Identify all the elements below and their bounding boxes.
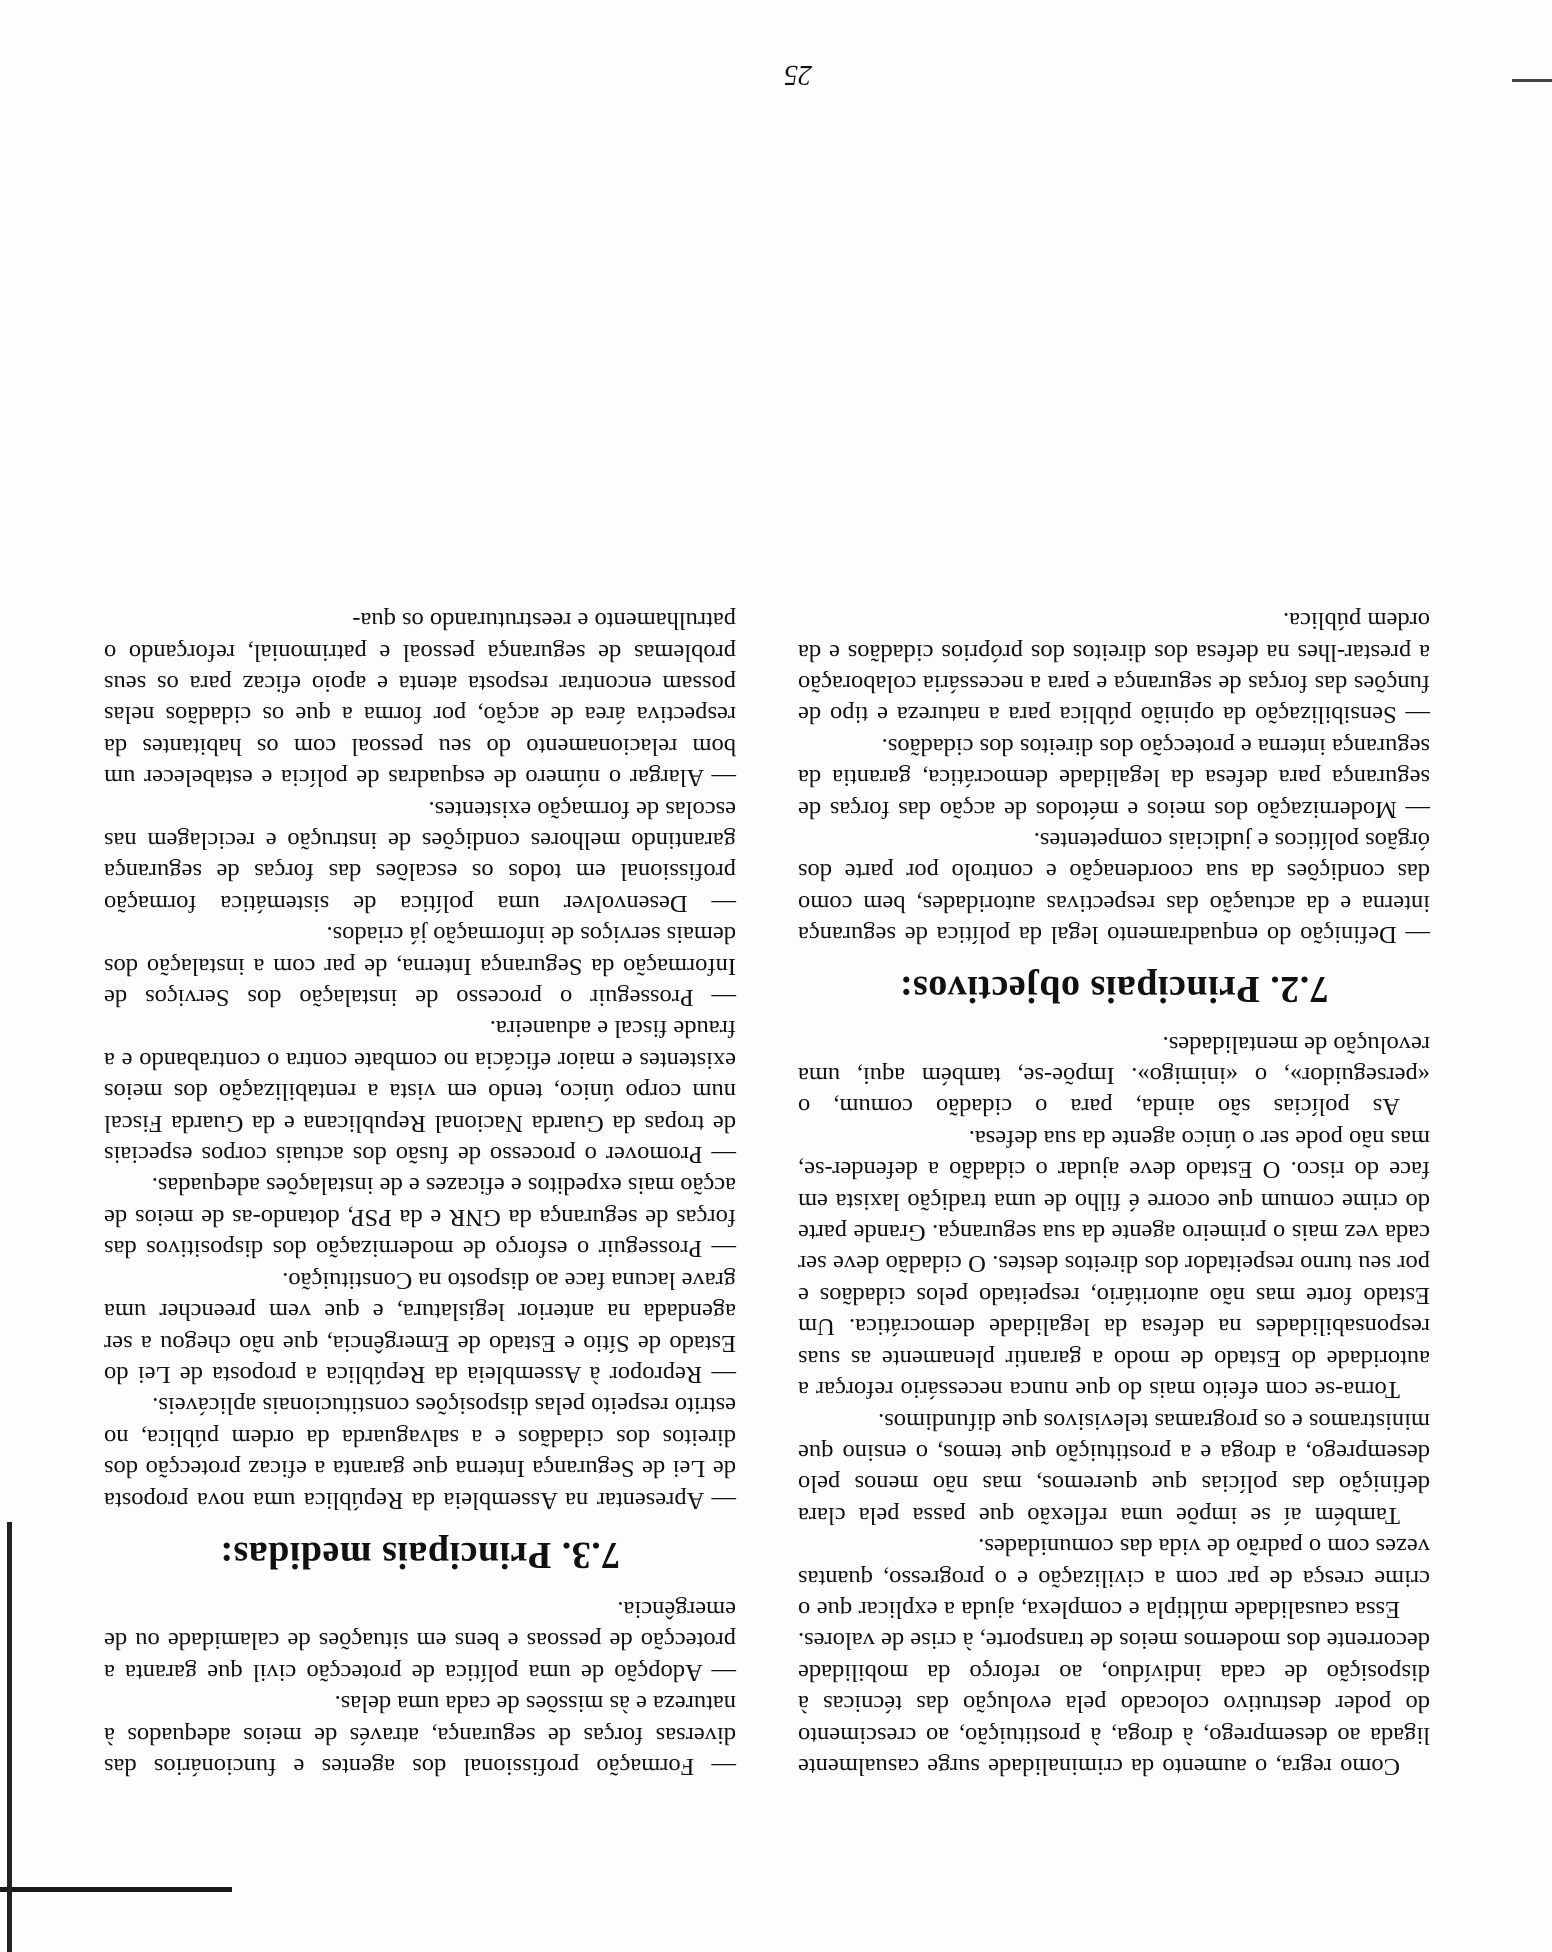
paragraph: — Definição do enquadramento legal da política de segurança interna e da actuação das respectivas autoridades, bem como das condições da sua coordenação e controlo por parte dos órgãos políticos e judiciais competentes. xyxy=(798,827,1430,949)
paragraph: Também aí se impõe uma reflexão que passa pela clara definição das polícias que queremos, mas não menos pelo desemprego, a droga e a prostituição que temos, o ensino que ministramos e os programas televisivos que difundimos. xyxy=(798,1407,1430,1529)
paragraph: — Repropor à Assembleia da República a proposta de Lei do Estado de Sítio e Estado de Emergência, que não chegou a ser agendada na anterior legislatura, e que vem preencher uma grave lacuna face ao disposto na Constituição. xyxy=(104,1266,736,1388)
left-column xyxy=(798,605,1430,1782)
paragraph: Como regra, o aumento da criminalidade surge casualmente ligada ao desemprego, à droga, à prostituição, ao crescimento do poder destrutivo colocado pela evolução das técnicas à disposição de cada indivíduo, ao reforço da mobilidade decorrente dos modernos meios de transporte, à crise de valores. xyxy=(797,1627,1430,1780)
paragraph: — Prosseguir o esforço de modernização dos dispositivos das forças de segurança da GNR e da PSP, dotando-as de meios de acção mais expeditos e eficazes e de instalações adequadas. xyxy=(104,1172,736,1263)
paragraph: — Alargar o número de esquadras de polícia e estabelecer um bom relacionamento do seu pessoal com os habitantes da respectiva área de acção, por forma a que os cidadãos nelas possam encontrar resposta atenta e apoio eficaz para os seus problemas de segurança pessoal e patrimonial, reforçando o patrulhamento e reestruturando os qua- xyxy=(104,607,736,792)
section-heading: 7.2. Principais objectivos: xyxy=(899,968,1329,1011)
page-number: 25 xyxy=(784,59,812,90)
scan-border-top xyxy=(0,1887,232,1952)
paragraph: As polícias são ainda, para o cidadão comum, o «perseguidor», o «inimigo». Impõe-se, também aqui, uma revolução de mentalidades. xyxy=(798,1030,1430,1121)
paragraph: — Desenvolver uma política de sistemática formação profissional em todos os escalões das forças de segurança garantindo melhores condições de instrução e reciclagem nas escolas de formação existentes. xyxy=(104,795,736,917)
scan-border-edge xyxy=(7,1522,12,1952)
paragraph: Torna-se com efeito mais do que nunca necessário reforçar a autoridade do Estado de modo a garantir plenamente as suas responsabilidades na defesa da legalidade democrática. Um Estado forte mas não autoritário, respeitado pelos cidadãos e por seu turno respeitador dos direitos destes. O cidadão deve ser cada vez mais o primeiro agente da sua segurança. Grande parte do crime comum que ocorre é filho de uma tradição laxista em face do risco. O Estado deve ajudar o cidadão a defender-se, mas não pode ser o único agente da sua defesa. xyxy=(798,1124,1430,1404)
paragraph: — Formação profissional dos agentes e funcionários das diversas forças de segurança, através de meios adequados à natureza e às missões de cada uma delas. xyxy=(104,1690,736,1780)
paragraph: Essa causalidade múltipla e complexa, ajuda a explicar que o crime cresça de par com a civilização e o progresso, quantas vezes com o padrão de vida das comunidades. xyxy=(798,1533,1430,1623)
right-column xyxy=(104,605,736,1782)
section-heading: 7.3. Principais medidas: xyxy=(219,1533,621,1576)
scan-border-mark xyxy=(1512,79,1552,82)
paragraph: — Prosseguir o processo de instalação dos Serviços de Informação da Segurança Interna, de par com a instalação dos demais serviços de informação já criados. xyxy=(104,921,736,1012)
paragraph: — Sensibilização da opinião pública para a natureza e tipo de funções das forças de segurança e para a necessária colaboração a prestar-lhes na defesa dos direitos dos próprios cidadãos e da ordem pública. xyxy=(798,607,1430,729)
paragraph: — Adopção de uma política de protecção civil que garanta a protecção de pessoas e bens em situações de calamidade ou de emergência. xyxy=(104,1595,736,1686)
paragraph: — Apresentar na Assembleia da República uma nova proposta de Lei de Segurança Interna que garanta a eficaz protecção dos direitos dos cidadãos e a salvaguarda da ordem pública, no estrito respeito pelas disposições constitucionais aplicáveis. xyxy=(104,1392,736,1514)
paragraph: — Modernização dos meios e métodos de acção das forças de segurança para defesa da legalidade democrática, garantia da segurança interna e protecção dos direitos dos cidadãos. xyxy=(798,732,1430,823)
paragraph: — Promover o processo de fusão dos actuais corpos especiais de tropas da Guarda Nacional Republicana e da Guarda Fiscal num corpo único, tendo em vista a rentabilização dos meios existentes e maior eficácia no combate contra o contrabando e a fraude fiscal e aduaneira. xyxy=(104,1015,736,1169)
